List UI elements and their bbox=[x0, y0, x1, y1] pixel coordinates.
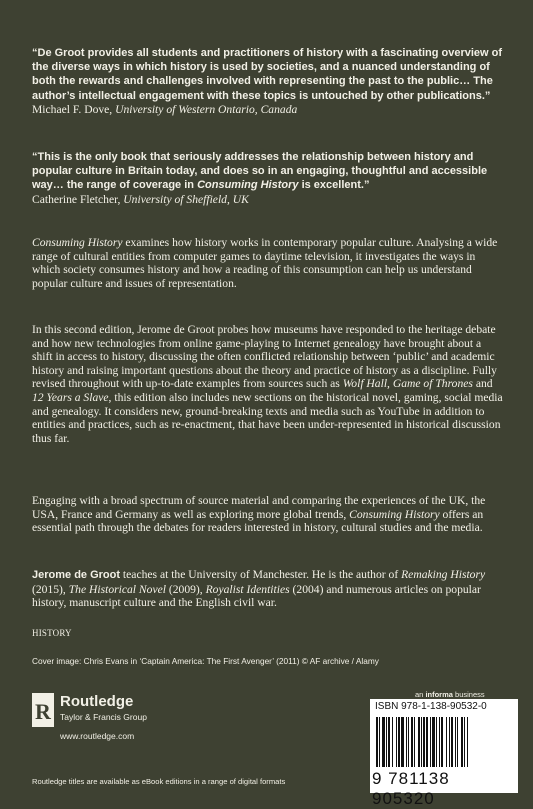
author-book: The Historical Novel bbox=[68, 582, 166, 596]
paragraph-text: In this second edition, Jerome de Groot probes how museums have responded to the heritage debate and how new technologies from online game-playing to Internet genealogy have brought about a shift in access to history, discussing the often conflicted relationship between ‘public’ and academic history and raising important questions about the theory and practice of history as a discipline. Fully revised throughout with up-to-date examples from sources such as bbox=[32, 323, 497, 391]
paragraph-text: offers an essential path through the debates for readers interested in history, cultural studies and the media. bbox=[32, 507, 484, 535]
routledge-logo bbox=[32, 693, 172, 741]
author-book: Remaking History bbox=[401, 568, 486, 581]
review-quote-text: “This is the only book that seriously addresses the relationship between history and popular culture in Britain today, and does so in an engaging, thoughtful and accessible way… the range of coverage in bbox=[32, 151, 488, 192]
review-quote-text-end: is excellent.” bbox=[298, 179, 370, 192]
routledge-logo-mark-icon bbox=[32, 693, 54, 727]
informa-brand: informa bbox=[425, 690, 453, 699]
ebook-availability-note: Routledge titles are available as eBook editions in a range of digital formats bbox=[32, 777, 286, 786]
author-book: Royalist Identities bbox=[205, 582, 290, 596]
informa-suffix: business bbox=[452, 690, 485, 699]
author-name: Jerome de Groot bbox=[32, 569, 121, 581]
informa-prefix: an bbox=[415, 690, 426, 699]
cover-image-credit: Cover image: Chris Evans in ‘Captain America: The First Avenger’ (2011) © AF archive / Alamy bbox=[32, 656, 379, 666]
subject-category: HISTORY bbox=[32, 628, 72, 638]
example-titles: Wolf Hall, Game of Thrones bbox=[342, 377, 473, 391]
review-quote-text: “De Groot provides all students and practitioners of history with a fascinating overview of the diverse ways in which history is used by societies, and a nuanced understanding of both the rewards and challenges involved with representing the past to the public… The author’s intellectual engagement with these topics is untouched by other publications.” bbox=[32, 47, 503, 102]
author-bio-text: (2015), bbox=[32, 582, 69, 596]
svg-text:R: R bbox=[35, 699, 51, 724]
author-bio-text: teaches at the University of Manchester. He is the author of bbox=[120, 568, 402, 581]
paragraph-text: Engaging with a broad spectrum of source material and comparing the experiences of the UK, the USA, France and Germany as well as exploring more global trends, bbox=[32, 494, 486, 521]
paragraph-text: examines how history works in contemporary popular culture. Analysing a wide range of cultural entities from computer games to daytime television, it investigates the ways in which society consumes history and how a reading of this consumption can help us understand popular culture and issues of representation. bbox=[32, 236, 498, 290]
example-title: 12 Years a Slave bbox=[32, 390, 109, 404]
barcode-number: 9 781138 905320 bbox=[372, 769, 450, 808]
review-author-affiliation: University of Western Ontario, Canada bbox=[115, 102, 298, 116]
description-paragraph-1 bbox=[32, 236, 504, 290]
publisher-name: Routledge bbox=[60, 693, 134, 710]
isbn-barcode bbox=[370, 699, 518, 808]
paragraph-text: , this edition also includes new sections on the historical novel, gaming, social media and genealogy. It considers new, ground-breaking texts and media such as YouTube in addition to entities and practices, such as re-enactment, that have been under-represented in historical discussion thus far. bbox=[32, 390, 503, 445]
review-quote-book-title: Consuming History bbox=[197, 179, 299, 192]
informa-tagline bbox=[415, 690, 485, 699]
review-author-name: Michael F. Dove, bbox=[32, 102, 113, 116]
paragraph-text: and bbox=[472, 377, 493, 391]
book-title: Consuming History bbox=[349, 507, 440, 521]
barcode-bars-icon bbox=[374, 717, 514, 769]
author-bio-text: (2009), bbox=[165, 582, 206, 596]
publisher-url: www.routledge.com bbox=[60, 731, 135, 741]
isbn-label: ISBN 978-1-138-90532-0 bbox=[375, 701, 487, 712]
book-title: Consuming History bbox=[32, 236, 123, 249]
description-paragraph-3 bbox=[32, 494, 504, 535]
review-quote-2 bbox=[32, 150, 504, 206]
description-paragraph-2 bbox=[32, 323, 504, 445]
review-author-affiliation: University of Sheffield, UK bbox=[123, 192, 249, 206]
publisher-group: Taylor & Francis Group bbox=[60, 712, 147, 722]
author-bio-text: (2004) and numerous articles on popular history, manuscript culture and the English civil war. bbox=[32, 582, 481, 610]
review-author-name: Catherine Fletcher, bbox=[32, 192, 121, 206]
author-bio bbox=[32, 568, 504, 610]
review-quote-1 bbox=[32, 46, 504, 116]
